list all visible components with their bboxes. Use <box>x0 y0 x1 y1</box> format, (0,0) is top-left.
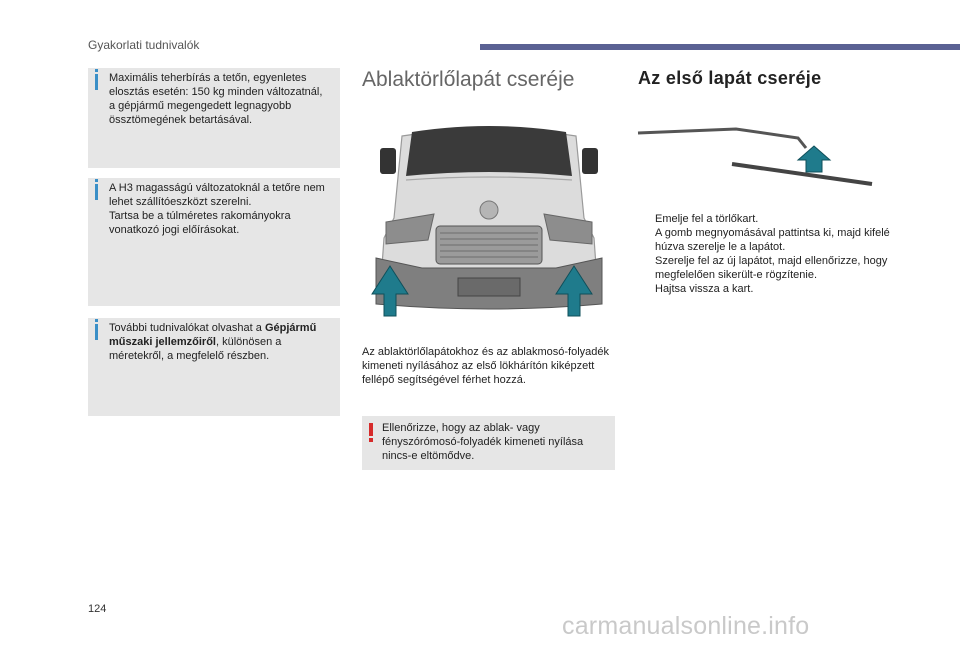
info-text: , különösen a méretekről, a megfelelő részben. <box>109 336 282 362</box>
header-bar <box>480 44 960 50</box>
list-item: Hajtsa vissza a kart. <box>655 283 754 295</box>
wiper-access-paragraph: Az ablaktörlőlapátokhoz és az ablakmosó-folyadék kimeneti nyílásához az első lökhárítón kiképzett fellépő segítségével férhet hozzá. <box>362 346 610 386</box>
section-title-front-blade: Az első lapát cseréje <box>638 68 822 88</box>
info-text: Maximális teherbírás a tetőn, egyenletes elosztás esetén: 150 kg minden változatnál, a gépjármű megengedett legnagyobb össztömegének betartásával. <box>109 72 323 126</box>
info-text: További tudnivalókat olvashat a <box>109 322 265 334</box>
wiper-blade-illustration <box>636 124 876 192</box>
warning-box <box>362 416 615 470</box>
info-box-more-info <box>88 318 340 416</box>
info-icon <box>95 324 98 340</box>
info-link-text: Gépjármű műszaki jellemzőiről <box>109 322 317 348</box>
info-box-h3 <box>88 178 340 306</box>
section-title-wiper: Ablaktörlőlapát cseréje <box>362 68 575 91</box>
info-icon <box>95 184 98 200</box>
watermark: carmanualsonline.info <box>562 612 810 640</box>
info-icon <box>95 74 98 90</box>
info-box-roof-load <box>88 68 340 168</box>
van-front-illustration <box>362 118 616 324</box>
header-title: Gyakorlati tudnivalók <box>88 38 200 52</box>
list-item: Emelje fel a törlőkart. <box>655 213 759 225</box>
list-item: Szerelje fel az új lapátot, majd ellenőrizze, hogy megfelelően sikerült-e rögzítenie. <box>655 255 888 281</box>
front-blade-steps <box>638 212 898 296</box>
warning-icon <box>369 423 373 436</box>
warning-text: Ellenőrizze, hogy az ablak- vagy fényszórómosó-folyadék kimeneti nyílása nincs-e eltömődve. <box>382 422 584 462</box>
page-number: 124 <box>88 603 107 615</box>
info-text: Tartsa be a túlméretes rakományokra vonatkozó jogi előírásokat. <box>109 210 291 236</box>
info-text: A H3 magasságú változatoknál a tetőre nem lehet szállítóeszközt szerelni. <box>109 182 325 208</box>
list-item: A gomb megnyomásával pattintsa ki, majd kifelé húzva szerelje le a lapátot. <box>655 227 890 253</box>
